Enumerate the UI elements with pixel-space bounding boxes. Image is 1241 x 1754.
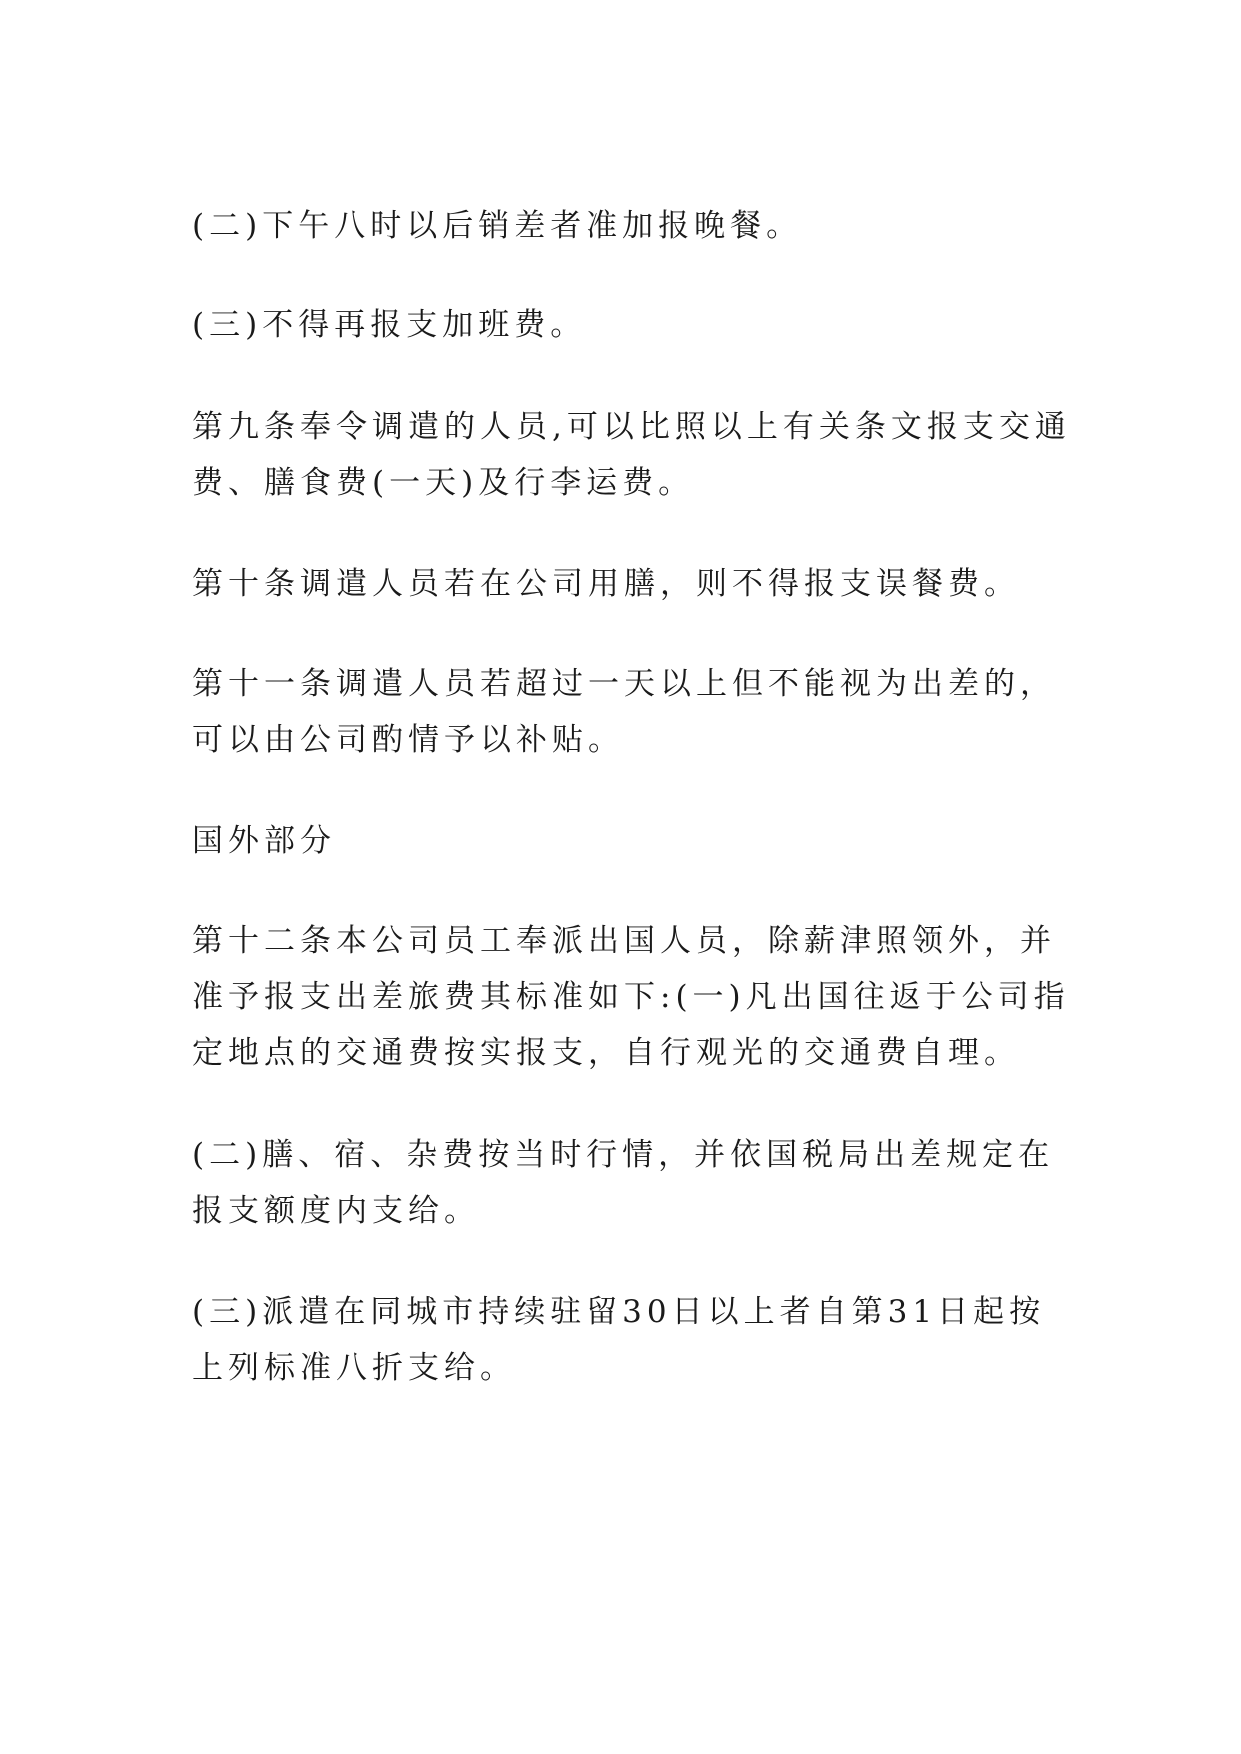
paragraph-1: (二)下午八时以后销差者准加报晚餐。 — [192, 208, 803, 244]
paragraph-7: (二)膳、宿、杂费按当时行情，并依国税局出差规定在报支额度内支给。 — [192, 1137, 1055, 1229]
paragraph-2: (三)不得再报支加班费。 — [192, 307, 587, 343]
paragraph-3: 第九条奉令调遣的人员,可以比照以上有关条文报支交通费、膳食费(一天)及行李运费。 — [192, 409, 1071, 501]
section-heading: 国外部分 — [192, 823, 336, 859]
paragraph-8: (三)派遣在同城市持续驻留30日以上者自第31日起按上列标准八折支给。 — [192, 1294, 1046, 1386]
paragraph-5: 第十一条调遣人员若超过一天以上但不能视为出差的，可以由公司酌情予以补贴。 — [192, 666, 1056, 758]
paragraph-6: 第十二条本公司员工奉派出国人员，除薪津照领外，并准予报支出差旅费其标准如下:(一)凡出国往返于公司指定地点的交通费按实报支，自行观光的交通费自理。 — [192, 923, 1070, 1071]
paragraph-4: 第十条调遣人员若在公司用膳，则不得报支误餐费。 — [192, 566, 1020, 602]
